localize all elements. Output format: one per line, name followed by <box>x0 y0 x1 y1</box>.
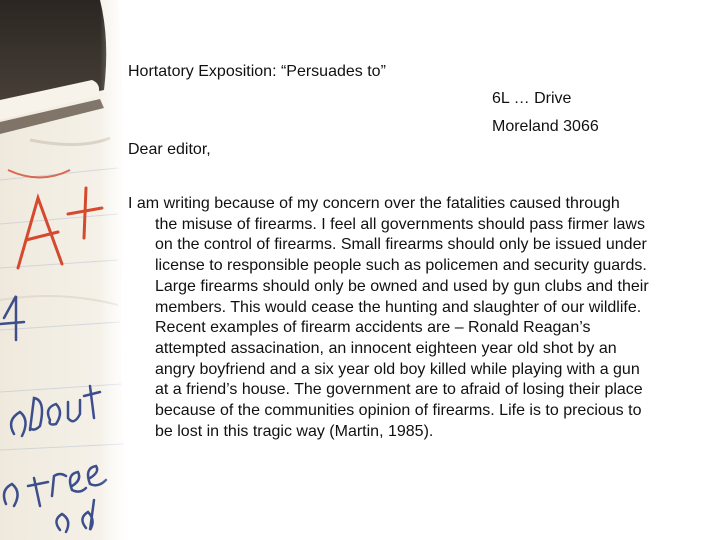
letter-body-line: be lost in this tragic way (Martin, 1985). <box>155 422 434 440</box>
address-line-2: Moreland 3066 <box>492 118 599 135</box>
letter-body-line: angry boyfriend and a six year old boy killed while playing with a gun <box>155 360 640 378</box>
letter-body-line: because of the communities opinion of firearms. Life is to precious to <box>155 402 642 420</box>
letter-body-line: on the control of firearms. Small firearms should only be issued under <box>155 236 647 254</box>
letter-body-line: members. This would cease the hunting and slaughter of our wildlife. <box>155 298 642 316</box>
letter-body-line: license to responsible people such as policemen and security guards. <box>155 257 647 275</box>
letter-body <box>128 194 716 442</box>
address-line-1: 6L … Drive <box>492 90 572 107</box>
letter-body-line: at a friend’s house. The government are to afraid of losing their place <box>155 381 643 399</box>
document-title: Hortatory Exposition: “Persuades to” <box>128 63 386 80</box>
salutation: Dear editor, <box>128 141 211 158</box>
letter-body-line: Recent examples of firearm accidents are – Ronald Reagan’s <box>155 319 591 337</box>
letter-body-line: the misuse of firearms. I feel all governments should pass firmer laws <box>155 215 645 233</box>
letter-body-line: attempted assacination, an innocent eighteen year old shot by an <box>155 339 617 357</box>
letter-body-line: I am writing because of my concern over the fatalities caused through <box>128 195 620 212</box>
letter-body-line: Large firearms should only be owned and used by gun clubs and their <box>155 277 649 295</box>
